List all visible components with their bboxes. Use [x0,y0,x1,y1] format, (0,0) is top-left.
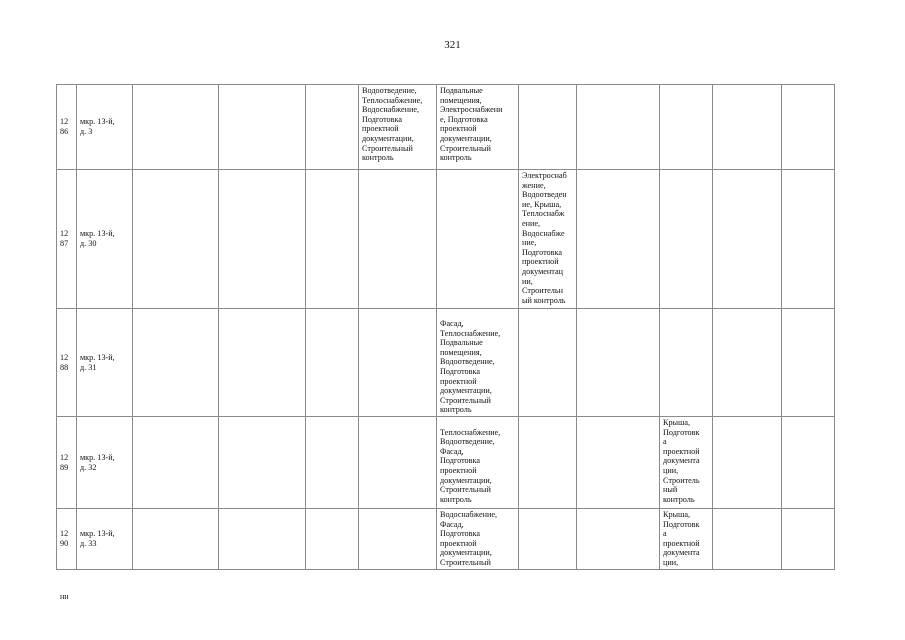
work-types-cell [519,170,577,309]
empty-cell [219,509,306,570]
empty-cell [133,85,219,170]
work-types-text: Водоотведение, Теплоснабжение, Водоснабжение, Подготовка проектной документации, Строительный контроль [362,86,423,163]
address-text: мкр. 13-й, д. 30 [80,229,115,248]
work-types-cell [660,85,713,170]
empty-cell [782,170,835,309]
empty-cell [782,309,835,417]
empty-cell [713,85,782,170]
empty-cell [782,509,835,570]
work-types-text: Подвальные помещения, Электроснабжени е, Подготовка проектной документации, Строительный контроль [440,86,503,163]
empty-cell [219,85,306,170]
work-types-cell [519,417,577,509]
work-types-text: Электроснаб жение, Водоотведен ие, Крыша, Теплоснабж ение, Водоснабже ние, Подготовка проектной документац ии, Строительн ый контроль [522,171,567,305]
address-text: мкр. 13-й, д. 32 [80,452,115,472]
work-types-text: Водоснабжение, Фасад, Подготовка проектной документации, Строительный [440,510,498,567]
work-types-cell [437,170,519,309]
page-number: 321 [444,39,461,51]
empty-cell [577,170,660,309]
table-row [57,417,835,509]
work-types-text: Крыша, Подготовк а проектной документа ции, [663,510,700,567]
empty-cell [577,417,660,509]
empty-cell [713,170,782,309]
empty-cell [306,309,359,417]
row-number [57,85,77,170]
empty-cell [306,170,359,309]
address-cell [77,309,133,417]
empty-cell [782,417,835,509]
table-row [57,170,835,309]
row-number-text: 12 89 [60,452,69,472]
empty-cell [133,170,219,309]
empty-cell [782,85,835,170]
work-types-cell [519,509,577,570]
work-types-cell [660,417,713,509]
empty-cell [713,509,782,570]
address-text: мкр. 13-й, д. 31 [80,352,115,372]
empty-cell [219,309,306,417]
work-types-cell [359,309,437,417]
work-types-cell [660,509,713,570]
row-number [57,509,77,570]
address-cell [77,85,133,170]
work-types-cell [660,309,713,417]
empty-cell [306,509,359,570]
row-number-text: 12 88 [60,352,69,372]
repair-schedule-table [56,84,835,570]
empty-cell [577,309,660,417]
address-text: мкр. 13-й, д. 3 [80,117,115,136]
table-row [57,85,835,170]
table-row [57,509,835,570]
work-types-text: Теплоснабжение, Водоотведение, Фасад, Подготовка проектной документации, Строительный контроль [440,427,501,504]
empty-cell [577,509,660,570]
work-types-cell [437,85,519,170]
work-types-cell [519,85,577,170]
work-types-cell [437,417,519,509]
row-number [57,417,77,509]
work-types-text: Крыша, Подготовк а проектной документа ции, Строитель ный контроль [663,418,700,504]
empty-cell [219,170,306,309]
address-cell [77,417,133,509]
row-number [57,170,77,309]
empty-cell [577,85,660,170]
work-types-cell [437,309,519,417]
work-types-cell [359,509,437,570]
empty-cell [133,509,219,570]
work-types-text: Фасад, Теплоснабжение, Подвальные помещения, Водоотведение, Подготовка проектной документации, Строительный контроль [440,319,501,415]
footer-text: нн [60,592,69,601]
empty-cell [133,309,219,417]
empty-cell [306,85,359,170]
row-number [57,309,77,417]
empty-cell [219,417,306,509]
work-types-cell [359,85,437,170]
address-text: мкр. 13-й, д. 33 [80,529,115,548]
work-types-cell [359,417,437,509]
address-cell [77,509,133,570]
empty-cell [306,417,359,509]
row-number-text: 12 87 [60,229,69,248]
work-types-cell [359,170,437,309]
address-cell [77,170,133,309]
work-types-cell [660,170,713,309]
work-types-cell [437,509,519,570]
row-number-text: 12 90 [60,529,69,548]
row-number-text: 12 86 [60,117,69,136]
empty-cell [713,309,782,417]
empty-cell [133,417,219,509]
table-row [57,309,835,417]
work-types-cell [519,309,577,417]
empty-cell [713,417,782,509]
